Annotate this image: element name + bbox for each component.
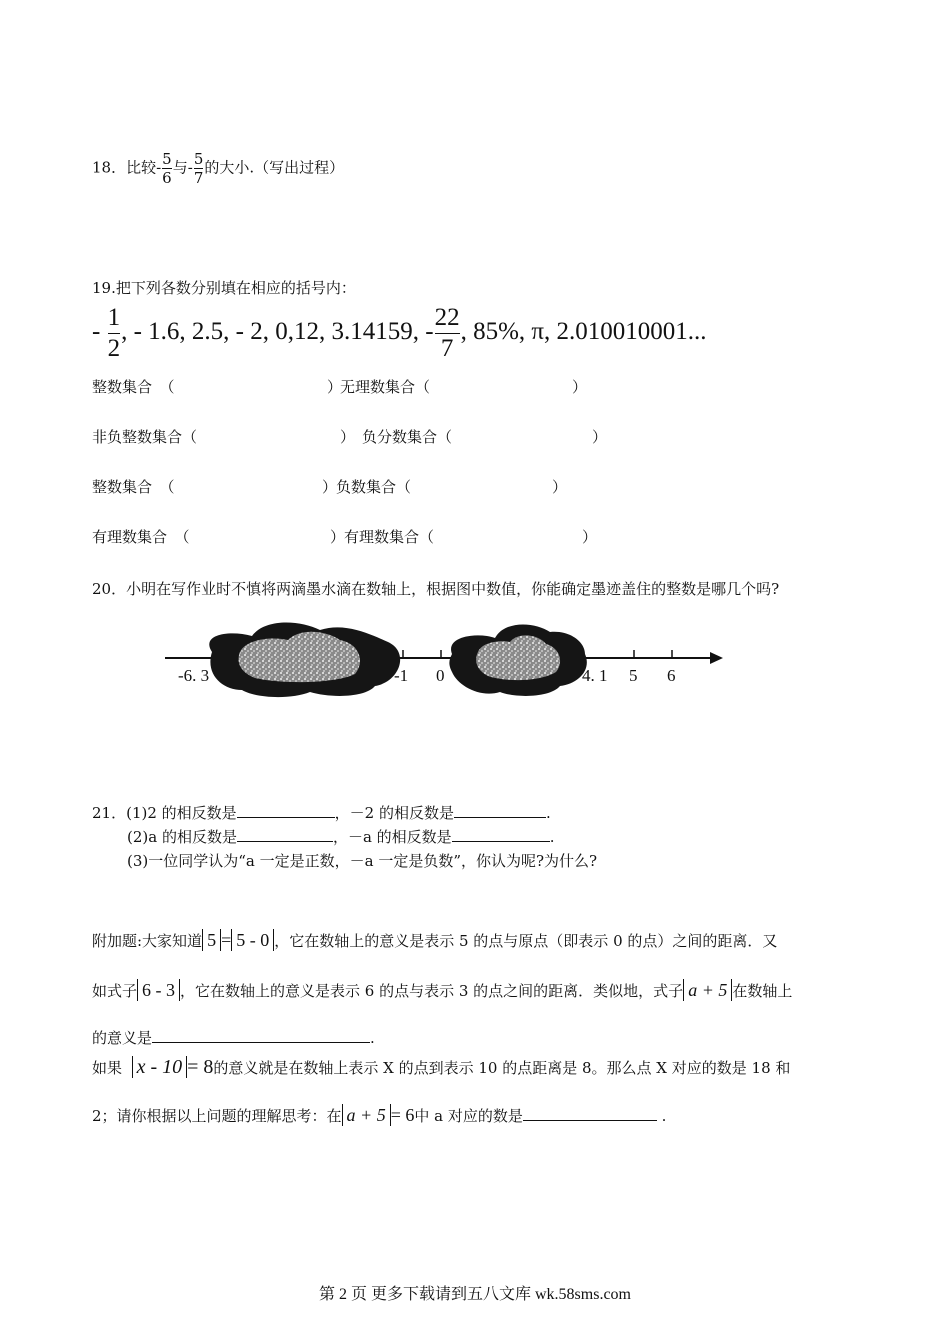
tick-label: 6 — [667, 666, 676, 685]
arrow-head-icon — [710, 652, 723, 664]
set-row: 非负整数集合（ ） 负分数集合（ ） — [92, 428, 608, 446]
extra-line-1: 附加题:大家知道 5 = 5 - 0 ，它在数轴上的意义是表示 5 的点与原点（即表示 0 的点）之间的距离．又 — [92, 930, 778, 950]
page-footer: 第 2 页 更多下载请到五八文库 wk.58sms.com — [318, 1286, 631, 1303]
extra-line-2: 如式子 6 - 3 ，它在数轴上的意义是表示 6 的点与表示 3 的点之间的距离．类似地，式子 a + 5 在数轴上 — [92, 980, 793, 1000]
question-19-title: 19.把下列各数分别填在相应的括号内： — [92, 279, 356, 297]
question-20: 20．小明在写作业时不慎将两滴墨水滴在数轴上，根据图中数值，你能确定墨迹盖住的整数是哪几个吗? — [92, 580, 780, 598]
extra-line-5: 2；请你根据以上问题的理解思考：在 a + 5 = 6中 a 对应的数是 . — [92, 1105, 667, 1125]
tick-label: -6. 3 — [178, 666, 210, 685]
ink-blot-left — [209, 622, 400, 697]
fraction-22-7: $\frac{22}{7}$ — [434, 304, 460, 362]
tick-label: 4. 1 — [582, 666, 608, 685]
question-21-part1: 21．(1)2 的相反数是 ，－2 的相反数是 . — [92, 804, 551, 822]
extra-line-4: 如果 x - 10 = 8的意义就是在数轴上表示 X 的点到表示 10 的点距离是 8。那么点 X 对应的数是 18 和 — [92, 1056, 791, 1078]
set-row: 有理数集合 （ ） 有理数集合（ ） — [92, 528, 598, 546]
tick-label: 0 — [436, 666, 445, 685]
question-21-part2: (2)a 的相反数是 ，－a 的相反数是 . — [127, 828, 555, 846]
question-21-part3: (3)一位同学认为“a 一定是正数，－a 一定是负数”，你认为呢?为什么? — [127, 852, 598, 870]
extra-line-3: 的意义是 . — [92, 1029, 375, 1047]
set-row: 整数集合 （ ） 无理数集合（ ） — [92, 378, 588, 396]
set-row: 整数集合 （ ） 负数集合（ ） — [92, 478, 568, 496]
question-18: 18．比较- $\frac{5}{6}$ 与- $\frac{5}{7}$ 的大小.（写出过程） — [92, 150, 345, 187]
number-list: - $\frac{1}{2}$ , - 1.6, 2.5, - 2, 0,12, 3.14159, - $\frac{22}{7}$ , 85%, π, 2.010010001... — [92, 304, 707, 362]
fraction-1-2: $\frac{1}{2}$ — [107, 304, 121, 362]
tick-label: -1 — [394, 666, 409, 685]
ink-blot-right — [449, 624, 586, 695]
fraction-5-6: $\frac{5}{6}$ — [162, 150, 172, 187]
tick-label: 5 — [629, 666, 638, 685]
fraction-5-7: $\frac{5}{7}$ — [193, 150, 204, 187]
number-line-figure — [160, 612, 730, 704]
